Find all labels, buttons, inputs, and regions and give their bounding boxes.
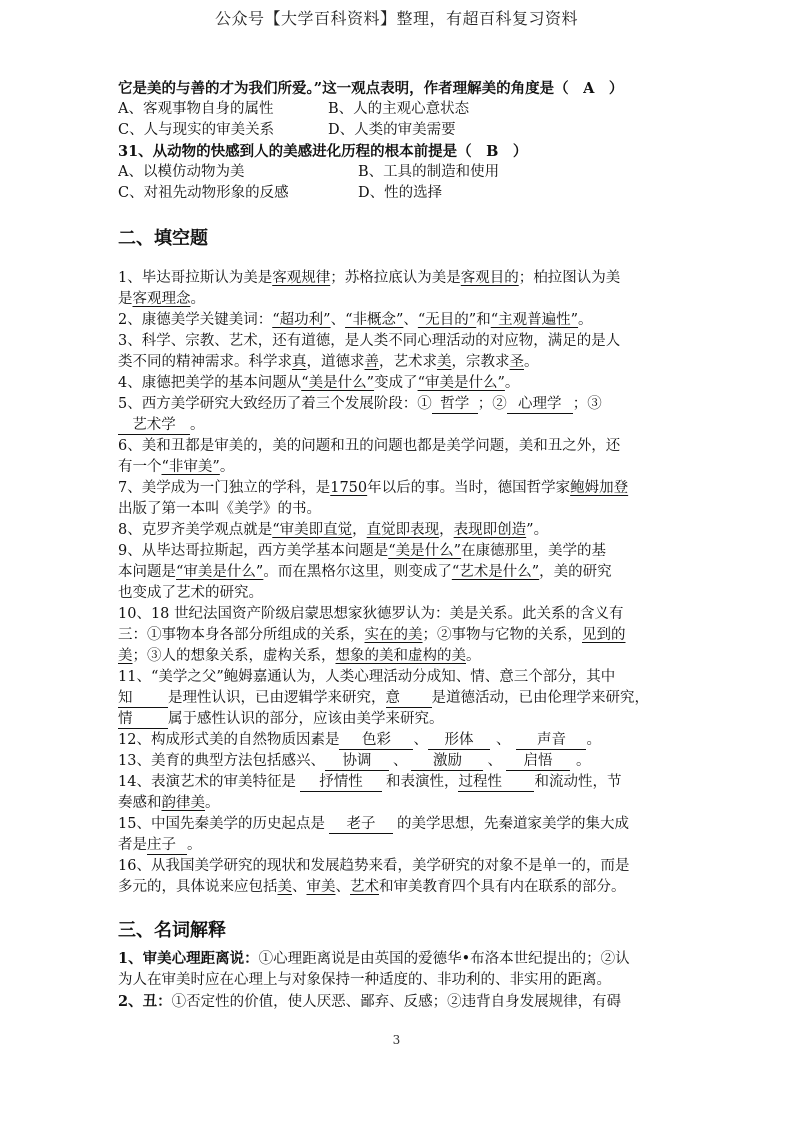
text: ；③人的想象关系，虚构关系， — [132, 648, 336, 664]
text: 和流动性，节 — [534, 774, 622, 790]
term-label: 1、审美心理距离说： — [118, 950, 259, 967]
text: 8、克罗齐美学观点就是 — [118, 522, 273, 538]
fill-item-11-cont2 — [118, 709, 678, 730]
answer: 美 — [437, 354, 452, 370]
text: 。 — [190, 417, 205, 433]
answer: “无目的” — [417, 312, 477, 328]
fill-item-6: 6、美和丑都是审美的，美的问题和丑的问题也都是美学问题，美和丑之外，还 — [118, 438, 621, 454]
text: 。 — [575, 753, 591, 769]
question-30-options-cd — [118, 120, 678, 141]
text: 。 — [205, 795, 220, 811]
answer: 想象的美和虚构的美 — [335, 648, 466, 664]
text: 者是 — [118, 837, 147, 853]
answer: 见到的 — [582, 627, 626, 643]
text: 、 — [335, 879, 350, 895]
text: ，宗教求 — [451, 354, 510, 370]
fill-item-3: 3、科学、宗教、艺术，还有道德，是人类不同心理活动的对应物，满足的是人 — [118, 333, 621, 349]
term-1 — [118, 948, 678, 970]
answer: “非审美” — [161, 459, 220, 475]
text: 。 — [219, 459, 235, 475]
answer: 过程性 — [458, 774, 534, 792]
answer: “审美是什么” — [176, 564, 264, 580]
text: 有一个 — [118, 459, 162, 475]
text: ，艺术求 — [379, 354, 437, 370]
answer: 1750 — [330, 480, 368, 496]
fill-item-9-cont — [118, 562, 678, 583]
text: 1、毕达哥拉斯认为美是 — [118, 270, 273, 286]
text: 、 — [392, 753, 408, 769]
fill-item-9 — [118, 541, 678, 562]
answer: “审美是什么” — [417, 375, 505, 391]
text: ，道德求 — [306, 354, 365, 370]
answer: 圣 — [509, 354, 524, 370]
fill-item-1 — [118, 268, 678, 289]
answer: 客观理念 — [132, 291, 191, 307]
answer: 鲍姆加登 — [570, 480, 629, 496]
answer: “审美即直觉 — [272, 522, 353, 538]
fill-item-7-cont: 出版了第一本叫《美学》的书。 — [118, 501, 321, 517]
text: 奏感和 — [118, 795, 162, 811]
text: 和 — [476, 312, 491, 328]
answer: “超功利” — [272, 312, 331, 328]
text: 属于感性认识的部分，应该由美学来研究。 — [168, 711, 444, 727]
fill-item-12 — [118, 730, 678, 751]
answer: 形体 — [428, 732, 490, 750]
fill-item-15-cont — [118, 835, 678, 856]
answer: 艺术学 — [118, 417, 190, 435]
page-header: 公众号【大学百科资料】整理，有超百科复习资料 — [214, 9, 578, 28]
text: 是道德活动，已由伦理学来研究， — [431, 690, 649, 706]
fill-item-10: 10、18 世纪法国资产阶级启蒙思想家狄德罗认为：美是关系。此关系的含义有 — [118, 606, 624, 622]
term-1-cont: 为人在审美时应在心理上与对象保持一种适度的、非功利的、非实用的距离。 — [118, 972, 611, 988]
answer: 哲学 — [432, 396, 478, 414]
answer: 美 — [118, 648, 133, 664]
answer: 老子 — [329, 816, 393, 834]
text: 多元的，具体说来应包括 — [118, 879, 278, 895]
text: 、 — [292, 879, 307, 895]
question-31-stem: 31、从动物的快感到人的美感进化历程的根本前提是（ B ） — [118, 143, 528, 160]
text: 年以后的事。当时，德国哲学家 — [367, 480, 571, 496]
text: 。 — [586, 732, 601, 748]
text: ；苏格拉底认为美是 — [330, 270, 461, 286]
text: 。 — [524, 354, 539, 370]
answer: 实在的美 — [364, 627, 423, 643]
text: 三：①事物本身各部分所组成的关系， — [118, 627, 365, 643]
question-30-stem: 它是美的与善的才为我们所爱。”这一观点表明，作者理解美的角度是（ A ） — [118, 80, 624, 97]
fill-item-5-cont — [118, 415, 678, 436]
text: 是理性认识，已由逻辑学来研究， — [168, 690, 386, 706]
answer: “美是什么” — [301, 375, 375, 391]
answer: 客观目的 — [460, 270, 519, 286]
fill-item-2 — [118, 310, 678, 331]
page-number: 3 — [392, 1033, 401, 1047]
answer: 真 — [292, 354, 307, 370]
fill-item-14 — [118, 772, 678, 793]
question-30-options-ab — [118, 99, 678, 120]
answer: 庄子 — [147, 837, 187, 855]
fill-item-13 — [118, 751, 678, 772]
text: ；② — [477, 396, 507, 412]
text: ”。 — [526, 522, 549, 538]
fill-item-9-cont2: 也变成了艺术的研究。 — [118, 585, 263, 601]
fill-item-6-cont — [118, 457, 678, 478]
answer: 声音 — [516, 732, 586, 750]
answer: 知 — [118, 690, 168, 708]
text: 类不同的精神需求。科学求 — [118, 354, 292, 370]
answer: 善 — [364, 354, 379, 370]
text: 、 — [487, 753, 502, 769]
text: 和表演性， — [385, 774, 459, 790]
text: ，美的研究 — [539, 564, 612, 580]
answer: “艺术是什么” — [451, 564, 540, 580]
text: 2、康德美学关键美词： — [118, 312, 273, 328]
text: 、 — [403, 312, 418, 328]
term-label: 2、丑： — [118, 993, 172, 1010]
text: 是 — [118, 291, 133, 307]
term-text: ①心理距离说是由英国的爱德华•布洛本世纪提出的；②认 — [258, 951, 630, 967]
fill-item-4 — [118, 373, 678, 394]
text: ；②事物与它物的关系， — [422, 627, 582, 643]
fill-item-7 — [118, 478, 678, 499]
text: 。 — [466, 648, 481, 664]
fill-item-16-cont — [118, 877, 678, 898]
answer: 协调 — [325, 753, 389, 771]
section-terms-title: 三、名词解释 — [118, 920, 226, 941]
answer: 意 — [386, 690, 432, 708]
text: 变成了 — [374, 375, 418, 391]
option-a: A、客观事物自身的属性 — [118, 101, 274, 117]
answer: 抒情性 — [300, 774, 382, 792]
term-2 — [118, 991, 678, 1013]
answer: “主观普遍性” — [490, 312, 579, 328]
answer: 激励 — [411, 753, 483, 771]
fill-item-5 — [118, 394, 678, 415]
fill-item-3-cont — [118, 352, 678, 373]
text: 和审美教育四个具有内在联系的部分。 — [379, 879, 626, 895]
fill-item-8 — [118, 520, 678, 541]
option-c: C、对祖先动物形象的反感 — [118, 185, 289, 201]
answer: 色彩 — [339, 732, 413, 750]
fill-item-1-cont — [118, 289, 678, 310]
section-fill-in-title: 二、填空题 — [118, 228, 208, 249]
answer: “美是什么” — [388, 543, 462, 559]
option-c: C、人与现实的审美关系 — [118, 122, 275, 138]
text: 在康德那里，美学的基 — [461, 543, 607, 559]
term-text: ①否定性的价值，使人厌恶、鄙弃、反感；②违背自身发展规律，有碍 — [171, 994, 622, 1010]
fill-item-11-cont — [118, 688, 678, 709]
fill-item-16: 16、从我国美学研究的现状和发展趋势来看，美学研究的对象不是单一的，而是 — [118, 858, 630, 874]
text: 13、美育的典型方法包括感兴、 — [118, 753, 325, 769]
option-d: D、人类的审美需要 — [328, 122, 456, 138]
text: 的美学思想，先秦道家美学的集大成 — [396, 816, 629, 832]
text: 7、美学成为一门独立的学科，是 — [118, 480, 331, 496]
text: 。 — [190, 291, 205, 307]
text: ；柏拉图认为美 — [518, 270, 621, 286]
text: 。而在黑格尔这里，则变成了 — [263, 564, 452, 580]
answer: 客观规律 — [272, 270, 331, 286]
option-d: D、性的选择 — [358, 185, 443, 201]
text: 4、康德把美学的基本问题从 — [118, 375, 302, 391]
text: 。 — [187, 837, 202, 853]
text: 9、从毕达哥拉斯起，西方美学基本问题是 — [118, 543, 389, 559]
page-content — [118, 78, 678, 1013]
option-a: A、以模仿动物为美 — [118, 164, 245, 180]
answer: 启悟 — [506, 753, 570, 771]
answer: 美 — [277, 879, 292, 895]
text: 、 — [495, 732, 511, 748]
option-b: B、工具的制造和使用 — [358, 164, 500, 180]
fill-item-14-cont — [118, 793, 678, 814]
answer: 直觉即表现 — [366, 522, 440, 538]
text: ， — [439, 522, 454, 538]
answer: “非概念” — [345, 312, 404, 328]
text: 、 — [330, 312, 346, 328]
text: 12、构成形式美的自然物质因素是 — [118, 732, 340, 748]
answer: 情 — [118, 711, 168, 729]
answer: 表现即创造 — [453, 522, 527, 538]
fill-item-10-cont — [118, 625, 678, 646]
answer: 心理学 — [507, 396, 573, 414]
text: 14、表演艺术的审美特征是 — [118, 774, 296, 790]
text: 。 — [504, 375, 520, 391]
fill-item-11: 11、“美学之父”鲍姆嘉通认为，人类心理活动分成知、情、意三个部分，其中 — [118, 669, 616, 685]
text: ， — [352, 522, 367, 538]
answer: 艺术 — [350, 879, 379, 895]
text: 15、中国先秦美学的历史起点是 — [118, 816, 325, 832]
question-31-options-cd — [118, 183, 678, 204]
option-b: B、人的主观心意状态 — [328, 101, 470, 117]
text: 。 — [578, 312, 593, 328]
fill-item-15 — [118, 814, 678, 835]
fill-item-10-cont2 — [118, 646, 678, 667]
text: ；③ — [572, 396, 602, 412]
answer: 韵律美 — [161, 795, 205, 811]
answer: 审美 — [306, 879, 336, 895]
text: 5、西方美学研究大致经历了着三个发展阶段：① — [118, 396, 432, 412]
text: 、 — [413, 732, 428, 748]
question-31-options-ab — [118, 162, 678, 183]
text: 本问题是 — [118, 564, 176, 580]
